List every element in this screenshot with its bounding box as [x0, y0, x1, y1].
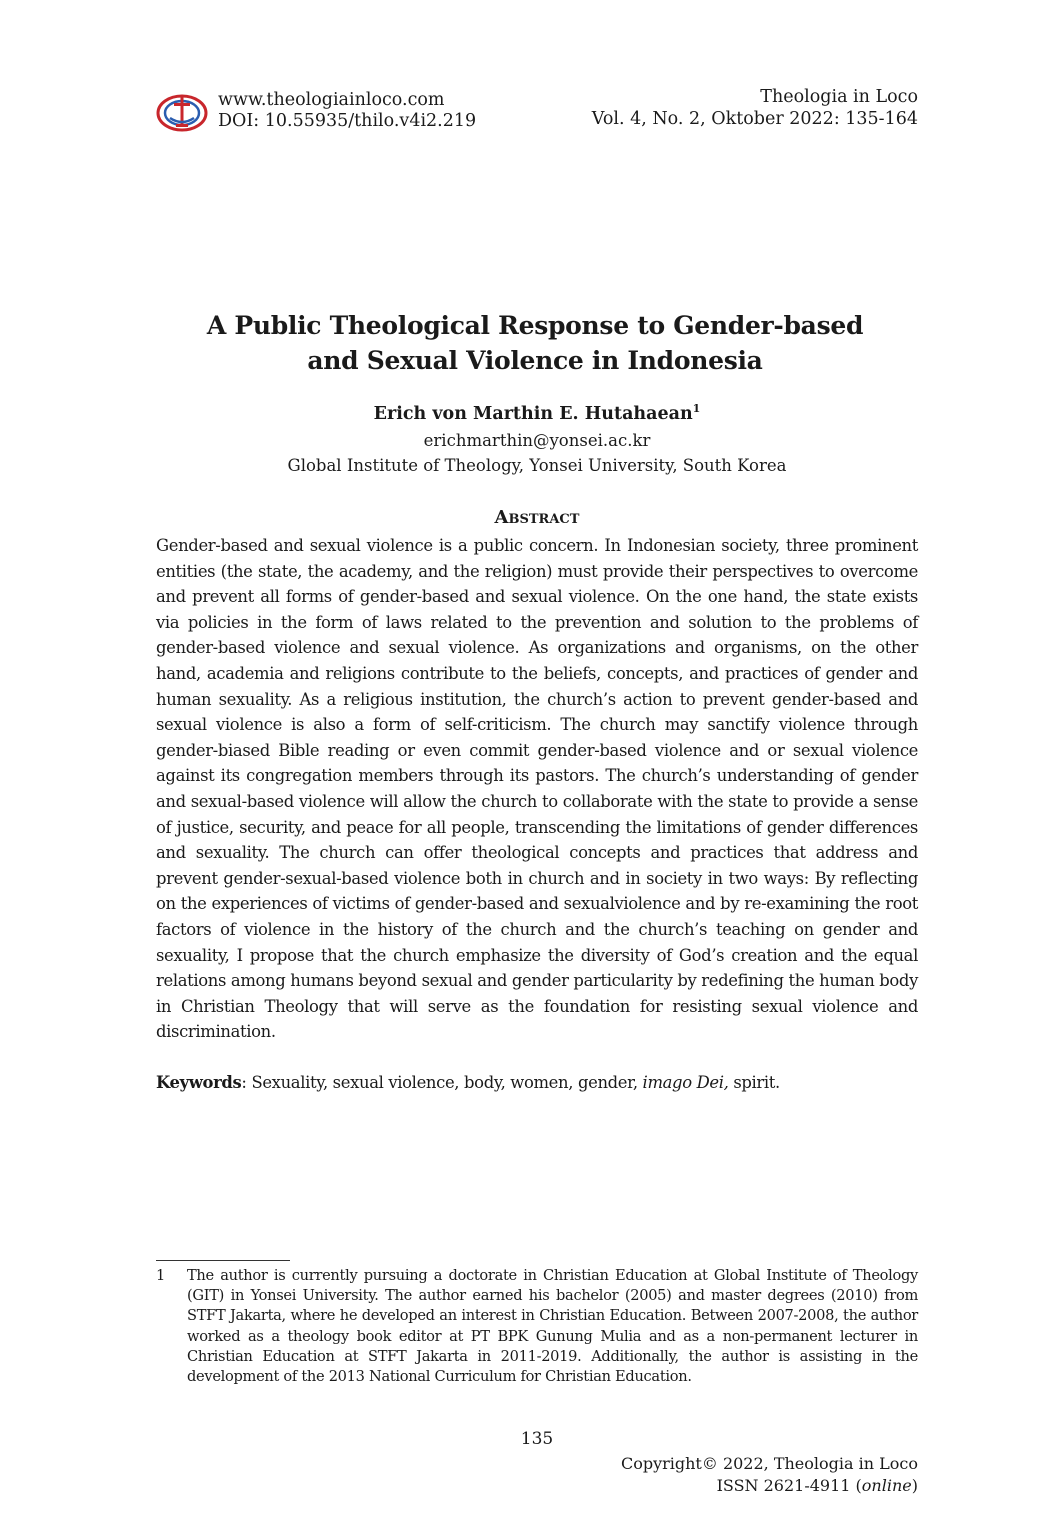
header-left	[218, 90, 476, 132]
page-number: 135	[520, 1429, 554, 1449]
author-footnote-mark[interactable]: 1	[692, 402, 701, 416]
footnote-number: 1	[156, 1267, 165, 1284]
issn-prefix: ISSN 2621-4911 (	[716, 1476, 862, 1495]
footnote-text: The author is currently pursuing a doctorate in Christian Education at Global Institute of Theology (GIT) in Yonsei University. The author earned his bachelor (2005) and master degrees (2010) from STFT Jakarta, where he developed an interest in Christian Education. Between 2007-2008, the author worked as a theology book editor at PT BPK Gunung Mulia and as a non-permanent lecturer in Christian Education at STFT Jakarta in 2011-2019. Additionally, the author is assisting in the development of the 2013 National Curriculum for Christian Education.	[187, 1267, 918, 1386]
issn	[621, 1475, 918, 1497]
keywords-list: Sexuality, sexual violence, body, women, gender,	[251, 1073, 643, 1092]
title-line-1: A Public Theological Response to Gender-based	[206, 311, 864, 340]
page-header	[156, 86, 918, 138]
author-name-text: Erich von Marthin E. Hutahaean	[373, 404, 693, 424]
issn-online: online	[861, 1476, 912, 1495]
copyright-block	[621, 1453, 918, 1497]
journal-volume: Vol. 4, No. 2, Oktober 2022: 135-164	[591, 109, 918, 129]
keywords-tail: spirit.	[728, 1073, 780, 1092]
footnote-divider	[156, 1260, 290, 1261]
keywords-separator: :	[241, 1073, 252, 1092]
article-doi: DOI: 10.55935/thilo.v4i2.219	[218, 111, 477, 131]
journal-logo-icon	[156, 92, 208, 132]
journal-website-link[interactable]: www.theologiainloco.com	[218, 90, 445, 110]
keywords-label: Keywords	[156, 1073, 242, 1092]
abstract-body: Gender-based and sexual violence is a public concern. In Indonesian society, three prominent entities (the state, the academy, and the religion) must provide their perspectives to overcome and prevent all forms of gender-based and sexual violence. On the one hand, the state exists via policies in the form of laws related to the prevention and solution to the problems of gender-based violence and sexual violence. As organizations and organisms, on the other hand, academia and religions contribute to the beliefs, concepts, and practices of gender and human sexuality. As a religious institution, the church’s action to prevent gender-based and sexual violence is also a form of self-criticism. The church may sanctify violence through gender-biased Bible reading or even commit gender-based violence and or sexual violence against its congregation members through its pastors. The church’s understanding of gender and sexual-based violence will allow the church to collaborate with the state to provide a sense of justice, security, and peace for all people, transcending the limitations of gender differences and sexuality. The church can offer theological concepts and practices that address and prevent gender-sexual-based violence both in church and in society in two ways: By reflecting on the experiences of victims of gender-based and sexualviolence and by re-examining the root factors of violence in the history of the church and the church’s teaching on gender and sexuality, I propose that the church emphasize the diversity of God’s creation and the equal relations among humans beyond sexual and gender particularity by redefining the human body in Christian Theology that will serve as the foundation for resisting sexual violence and discrimination.	[156, 536, 918, 1042]
author-affiliation: Global Institute of Theology, Yonsei University, South Korea	[287, 456, 787, 475]
author-name	[150, 402, 924, 426]
keywords-italic: imago Dei,	[642, 1073, 729, 1092]
copyright-text: Copyright© 2022, Theologia in Loco	[620, 1454, 918, 1473]
author-email[interactable]: erichmarthin@yonsei.ac.kr	[423, 431, 651, 450]
title-line-2: and Sexual Violence in Indonesia	[307, 346, 763, 375]
header-right	[592, 86, 918, 130]
article-title	[120, 308, 950, 378]
issn-suffix: )	[911, 1476, 918, 1495]
keywords	[156, 1071, 918, 1095]
abstract-heading: Abstract	[494, 507, 580, 528]
journal-name: Theologia in Loco	[760, 87, 918, 107]
